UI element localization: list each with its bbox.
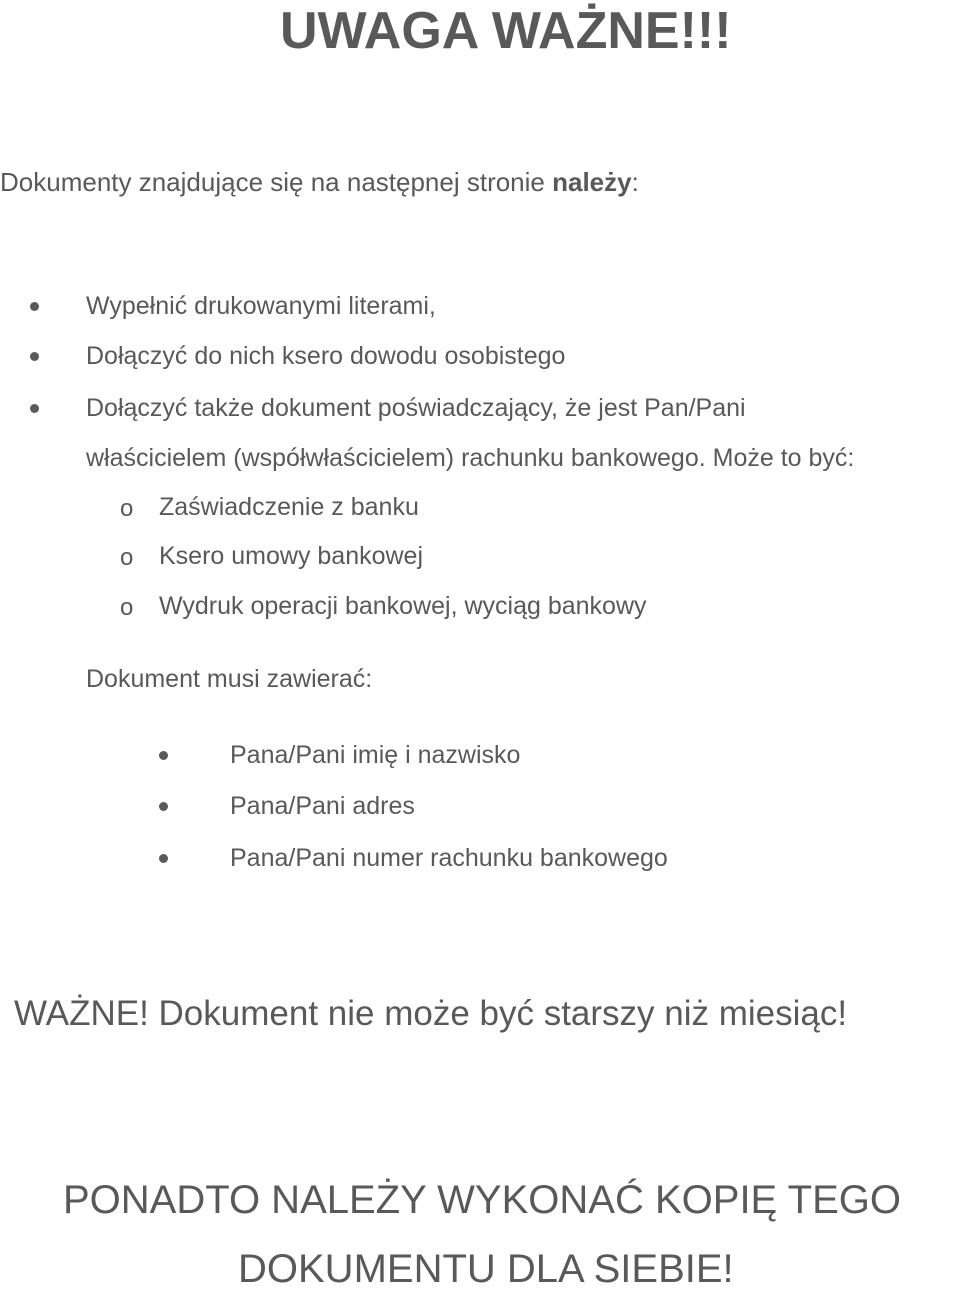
sub-list-item: Zaświadczenie z banku	[159, 493, 419, 521]
list-item: Dołączyć także dokument poświadczający, że jest Pan/Pani	[86, 394, 746, 422]
sub-bullet-icon: o	[120, 544, 134, 571]
sub-list-item: Ksero umowy bankowej	[159, 542, 424, 570]
bullet-icon	[159, 854, 168, 863]
bullet-icon	[30, 404, 39, 413]
warning-text: WAŻNE! Dokument nie może być starszy niż miesiąc!	[14, 994, 848, 1033]
intro-text-main: Dokumenty znajdujące się na następnej stronie	[0, 167, 553, 197]
closing-line-1: PONADTO NALEŻY WYKONAĆ KOPIĘ TEGO	[63, 1178, 901, 1222]
list-item: Dołączyć do nich ksero dowodu osobistego	[86, 342, 566, 370]
list-item: Pana/Pani imię i nazwisko	[230, 741, 521, 769]
list-item: Pana/Pani adres	[230, 792, 415, 820]
must-contain-label: Dokument musi zawierać:	[86, 665, 373, 693]
sub-bullet-icon: o	[120, 495, 134, 522]
bullet-icon	[30, 352, 39, 361]
intro-text	[0, 166, 639, 198]
bullet-icon	[159, 751, 168, 760]
list-item-continuation: właścicielem (współwłaścicielem) rachunku bankowego. Może to być:	[86, 444, 855, 472]
sub-list-item: Wydruk operacji bankowej, wyciąg bankowy	[159, 592, 647, 620]
list-item: Pana/Pani numer rachunku bankowego	[230, 844, 668, 872]
intro-text-bold: należy	[552, 167, 632, 197]
page-title: UWAGA WAŻNE!!!	[280, 2, 732, 60]
closing-line-2: DOKUMENTU DLA SIEBIE!	[238, 1247, 734, 1291]
bullet-icon	[30, 302, 39, 311]
list-item: Wypełnić drukowanymi literami,	[86, 292, 436, 320]
intro-text-suffix: :	[631, 167, 639, 197]
bullet-icon	[159, 802, 168, 811]
sub-bullet-icon: o	[120, 594, 134, 621]
